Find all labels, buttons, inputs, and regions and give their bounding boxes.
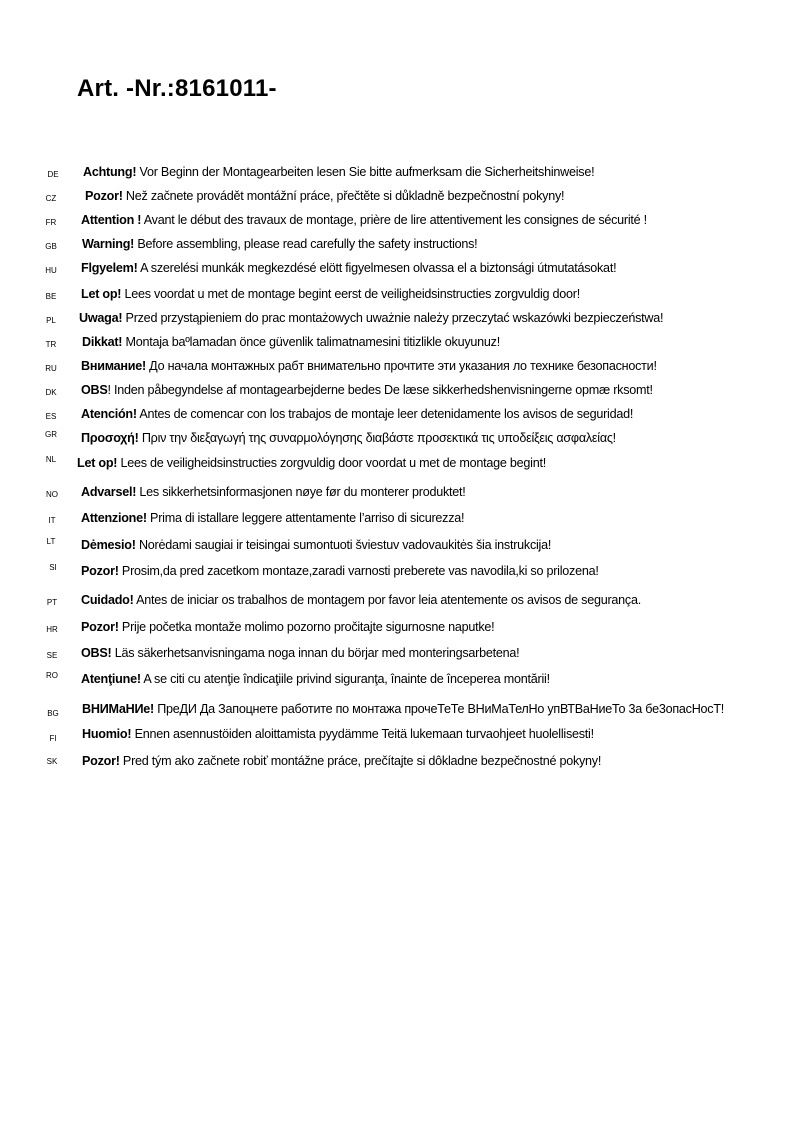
warning-lead: Dėmesio! (81, 538, 136, 552)
warning-body: Before assembling, please read carefully the safety instructions! (134, 237, 478, 251)
language-code: SI (49, 563, 57, 572)
warning-lead: Flgyelem! (81, 261, 138, 275)
warning-text (82, 702, 724, 716)
warning-text (83, 165, 594, 179)
warning-lead: ВНИМаНИе! (82, 702, 154, 716)
language-code: NO (46, 490, 58, 499)
warning-lead: OBS (81, 383, 108, 397)
warning-text (81, 407, 633, 421)
language-code: GB (45, 242, 57, 251)
warning-body: Lees de veiligheidsinstructies zorgvuldig door voordat u met de montage begint! (117, 456, 546, 470)
warning-body: До начала монтажных рабт внимательно прочтите эти указания ло технике безопасности! (145, 359, 657, 373)
warning-row-de (0, 164, 802, 184)
warning-row-fi (0, 726, 802, 746)
warning-row-it (0, 510, 802, 530)
warning-row-gr (0, 430, 802, 450)
warning-lead: Advarsel! (81, 485, 137, 499)
warning-lead: Pozor! (85, 189, 123, 203)
warning-body: Lees voordat u met de montage begint eerst de veiligheidsinstructies zorgvuldig door! (121, 287, 580, 301)
warning-text (81, 538, 551, 552)
language-code: CZ (45, 194, 57, 203)
language-code: NL (45, 455, 57, 464)
warning-body: Montaja baºlamadan önce güvenlik talimatnamesini titizlikle okuyunuz! (122, 335, 500, 349)
warning-body: Przed przystąpieniem do prac montażowych uważnie należy przeczytać wskazówki bezpieczeństwa! (122, 311, 664, 325)
article-number-title: Art. -Nr.:8161011- (77, 75, 277, 102)
warning-text (79, 311, 663, 325)
warning-text (81, 593, 641, 607)
warning-lead: Attenzione! (81, 511, 147, 525)
warning-body: A se citi cu atenţie îndicaţiile privind siguranţa, înainte de începerea montării! (140, 672, 550, 686)
warning-body: Prima di istallare leggere attentamente l’arriso di sicurezza! (146, 511, 465, 525)
warning-body: Vor Beginn der Montagearbeiten lesen Sie bitte aufmerksam die Sicherheitshinweise! (136, 165, 595, 179)
warning-body: Πριν την διεξαγωγή της συναρμολόγησης διαβάστε προσεκτικά τις υποδείξεις ασφαλείας! (138, 431, 616, 445)
warning-lead: Cuidado! (81, 593, 134, 607)
warning-text (81, 672, 550, 686)
warning-body: Ennen asennustöiden aloittamista pyydämme Teitä lukemaan turvaohjeet huolellisesti! (131, 727, 594, 741)
warning-row-hr (0, 619, 802, 639)
warning-text (81, 287, 580, 301)
warning-body: Antes de iniciar os trabalhos de montagem por favor leia atentemente os avisos de segurança. (133, 593, 641, 607)
warning-row-es (0, 406, 802, 426)
warning-lead: Προσοχή! (81, 431, 139, 445)
language-code: LT (46, 537, 56, 546)
warning-row-bg (0, 701, 802, 721)
warning-text (81, 564, 599, 578)
warning-lead: Let op! (81, 287, 122, 301)
language-code: SE (46, 651, 58, 660)
warning-text (81, 383, 653, 397)
language-code: SK (46, 757, 58, 766)
warning-lead: Uwaga! (79, 311, 123, 325)
language-code: TR (45, 340, 57, 349)
language-code: ES (45, 412, 57, 421)
language-code: FR (45, 218, 57, 227)
language-code: DE (47, 170, 59, 179)
warning-lead: Atención! (81, 407, 137, 421)
warning-text (82, 727, 594, 741)
warning-body: Les sikkerhetsinformasjonen nøye før du monterer produktet! (136, 485, 466, 499)
warning-text (81, 620, 494, 634)
warning-lead: Pozor! (82, 754, 120, 768)
warning-row-gb (0, 236, 802, 256)
warning-lead: Dikkat! (82, 335, 123, 349)
warning-lead: Atenţiune! (81, 672, 141, 686)
warning-text (82, 754, 601, 768)
warning-body: Prosim,da pred zacetkom montaze,zaradi varnosti preberete vas navodila,ki so prilozena! (118, 564, 599, 578)
warning-row-hu (0, 260, 802, 280)
warning-body: Läs säkerhetsanvisningama noga innan du börjar med monteringsarbetena! (111, 646, 520, 660)
language-code: PT (46, 598, 58, 607)
language-code: HU (45, 266, 57, 275)
warning-text (82, 335, 500, 349)
warning-text (77, 456, 546, 470)
warning-row-ru (0, 358, 802, 378)
warning-text (81, 431, 616, 445)
warning-row-se (0, 645, 802, 665)
warning-body: Antes de comencar con los trabajos de montaje leer detenidamente los avisos de seguridad! (136, 407, 634, 421)
language-code: BE (45, 292, 57, 301)
warning-lead: Achtung! (83, 165, 137, 179)
warning-lead: Huomio! (82, 727, 132, 741)
warning-row-lt (0, 537, 802, 557)
warning-body: ! Inden påbegyndelse af montagearbejderne bedes De læse sikkerhedshenvisningerne opmæ rksomt! (107, 383, 653, 397)
language-code: DK (45, 388, 57, 397)
warning-text (81, 359, 657, 373)
language-code: RU (45, 364, 57, 373)
warning-row-si (0, 563, 802, 583)
warning-lead: OBS! (81, 646, 112, 660)
warning-text (81, 213, 647, 227)
warning-text (81, 485, 466, 499)
warning-row-no (0, 484, 802, 504)
warning-row-be (0, 286, 802, 306)
language-code: PL (46, 316, 56, 325)
warning-row-dk (0, 382, 802, 402)
warning-text (81, 511, 464, 525)
warning-row-tr (0, 334, 802, 354)
warning-lead: Внимание! (81, 359, 146, 373)
warning-text (81, 646, 519, 660)
warning-text (85, 189, 564, 203)
warning-body: Prije početka montaže molimo pozorno pročitajte sigurnosne naputke! (118, 620, 495, 634)
warning-text (82, 237, 477, 251)
warning-lead: Warning! (82, 237, 135, 251)
warning-body: Pred tým ako začnete robiť montážne práce, prečítajte si dôkladne bezpečnostné pokyny! (119, 754, 602, 768)
language-code: IT (48, 516, 56, 525)
warning-lead: Attention ! (81, 213, 142, 227)
warning-body: A szerelési munkák megkezdésé elött figyelmesen olvassa el a biztonsági útmutatásokat! (137, 261, 617, 275)
language-code: HR (46, 625, 58, 634)
language-code: GR (45, 430, 57, 439)
warning-lead: Pozor! (81, 620, 119, 634)
language-code: FI (49, 734, 57, 743)
warning-row-pt (0, 592, 802, 612)
warning-lead: Pozor! (81, 564, 119, 578)
warning-row-fr (0, 212, 802, 232)
warning-body: ПреДИ Да Запоцнете работите по монтажа прочеТеТе ВНиМаТелНо упВТВаНиеТо 3а бе3опасНосТ! (153, 702, 725, 716)
warning-row-pl (0, 310, 802, 330)
warning-row-sk (0, 753, 802, 773)
warning-lead: Let op! (77, 456, 118, 470)
warning-body: Než začnete provádět montážní práce, přečtěte si důkladně bezpečnostní pokyny! (122, 189, 565, 203)
warning-row-ro (0, 671, 802, 691)
language-code: BG (47, 709, 59, 718)
warning-text (81, 261, 616, 275)
warning-body: Avant le début des travaux de montage, prière de lire attentivement les consignes de sécurité ! (141, 213, 647, 227)
warning-body: Norėdami saugiai ir teisingai sumontuoti šviestuv vadovaukitės šia instrukcija! (135, 538, 552, 552)
warning-row-nl (0, 455, 802, 475)
warning-row-cz (0, 188, 802, 208)
language-code: RO (46, 671, 58, 680)
